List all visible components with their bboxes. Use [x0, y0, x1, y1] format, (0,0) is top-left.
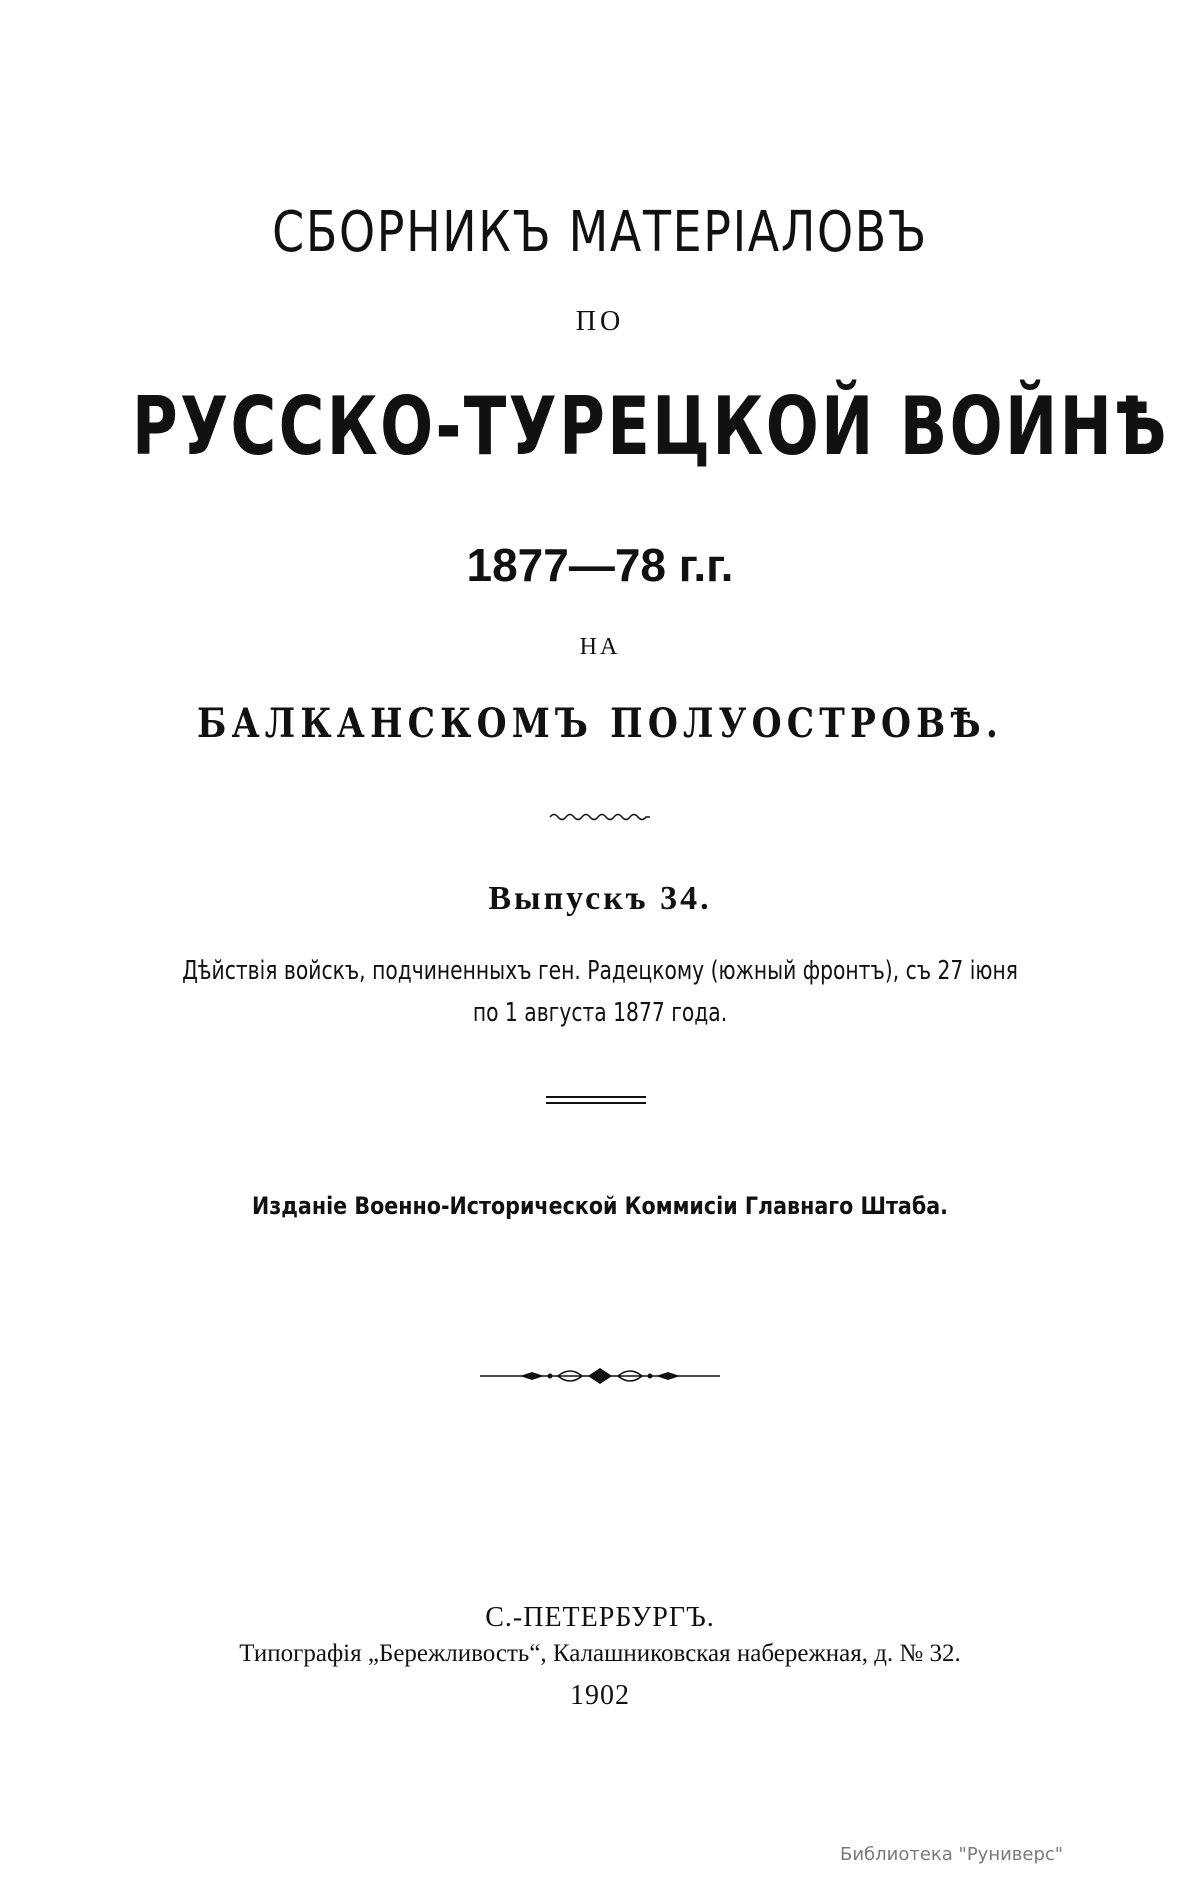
issue-description-line-1: Дѣйствія войскъ, подчиненныхъ ген. Радецкому (южный фронтъ), съ 27 іюня [182, 956, 1018, 986]
collection-title: СБОРНИКЪ МАТЕРІАЛОВЪ [272, 200, 928, 265]
imprint-printer: Типографія „Бережливость“, Калашниковская набережная, д. № 32. [239, 1640, 961, 1667]
issue-description-line-2: по 1 августа 1877 года. [472, 998, 728, 1028]
ornamental-divider [480, 1366, 720, 1386]
imprint-city: С.-ПЕТЕРБУРГЪ. [485, 1602, 715, 1633]
imprint-year: 1902 [570, 1680, 630, 1711]
library-watermark: Библиотека "Руниверс" [840, 1844, 1064, 1865]
double-rule-top [546, 1096, 646, 1098]
wavy-divider [548, 810, 652, 824]
preposition-po: ПО [575, 306, 625, 337]
war-title: РУССКО-ТУРЕЦКОЙ ВОЙНѢ [132, 380, 1169, 473]
war-years: 1877—78 г.г. [466, 539, 734, 591]
peninsula-title: БАЛКАНСКОМЪ ПОЛУОСТРОВѢ. [197, 700, 1003, 747]
issue-number: Выпускъ 34. [488, 880, 712, 917]
publisher-line: Изданіе Военно-Исторической Коммисіи Главнаго Штаба. [251, 1192, 949, 1220]
preposition-na: НА [579, 634, 621, 660]
double-rule-bottom [546, 1102, 646, 1104]
